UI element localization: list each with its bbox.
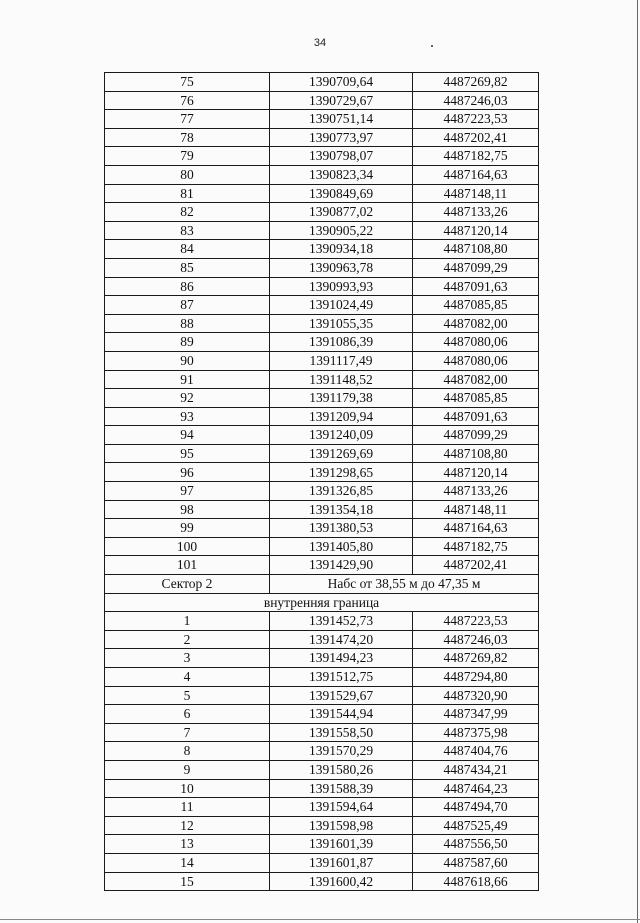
y-coordinate: 4487164,63 (413, 165, 539, 184)
page-edge-right (637, 0, 638, 923)
y-coordinate: 4487108,80 (413, 240, 539, 259)
y-coordinate: 4487120,14 (413, 221, 539, 240)
boundary-row (105, 593, 539, 612)
x-coordinate: 1391544,94 (270, 705, 413, 724)
point-number: 93 (105, 407, 270, 426)
y-coordinate: 4487120,14 (413, 463, 539, 482)
x-coordinate: 1391354,18 (270, 500, 413, 519)
point-number: 90 (105, 351, 270, 370)
point-number: 96 (105, 463, 270, 482)
point-number: 80 (105, 165, 270, 184)
y-coordinate: 4487223,53 (413, 612, 539, 631)
table-row (105, 240, 539, 259)
y-coordinate: 4487099,29 (413, 258, 539, 277)
x-coordinate: 1390773,97 (270, 128, 413, 147)
x-coordinate: 1391512,75 (270, 668, 413, 687)
point-number: 101 (105, 556, 270, 575)
table-row (105, 165, 539, 184)
point-number: 6 (105, 705, 270, 724)
x-coordinate: 1391580,26 (270, 760, 413, 779)
x-coordinate: 1391588,39 (270, 779, 413, 798)
point-number: 12 (105, 816, 270, 835)
point-number: 89 (105, 333, 270, 352)
y-coordinate: 4487091,63 (413, 407, 539, 426)
table-row (105, 630, 539, 649)
x-coordinate: 1391494,23 (270, 649, 413, 668)
y-coordinate: 4487494,70 (413, 798, 539, 817)
y-coordinate: 4487099,29 (413, 426, 539, 445)
table-row (105, 482, 539, 501)
table-row (105, 668, 539, 687)
table-row (105, 73, 539, 92)
y-coordinate: 4487133,26 (413, 482, 539, 501)
x-coordinate: 1390849,69 (270, 184, 413, 203)
table-row (105, 612, 539, 631)
table-row (105, 649, 539, 668)
y-coordinate: 4487148,11 (413, 500, 539, 519)
y-coordinate: 4487182,75 (413, 537, 539, 556)
point-number: 92 (105, 389, 270, 408)
y-coordinate: 4487164,63 (413, 519, 539, 538)
x-coordinate: 1391429,90 (270, 556, 413, 575)
table-row (105, 705, 539, 724)
x-coordinate: 1390993,93 (270, 277, 413, 296)
point-number: 91 (105, 370, 270, 389)
x-coordinate: 1391380,53 (270, 519, 413, 538)
y-coordinate: 4487085,85 (413, 389, 539, 408)
table-row (105, 221, 539, 240)
x-coordinate: 1391179,38 (270, 389, 413, 408)
table-row (105, 519, 539, 538)
y-coordinate: 4487525,49 (413, 816, 539, 835)
table-row (105, 853, 539, 872)
point-number: 3 (105, 649, 270, 668)
x-coordinate: 1391326,85 (270, 482, 413, 501)
sector-label: Сектор 2 (105, 575, 270, 594)
x-coordinate: 1391594,64 (270, 798, 413, 817)
table-row (105, 91, 539, 110)
x-coordinate: 1390751,14 (270, 110, 413, 129)
x-coordinate: 1391601,87 (270, 853, 413, 872)
point-number: 84 (105, 240, 270, 259)
point-number: 77 (105, 110, 270, 129)
table-row (105, 760, 539, 779)
point-number: 95 (105, 444, 270, 463)
boundary-label: внутренняя граница (105, 593, 539, 612)
page-number: 34 (313, 37, 327, 49)
table-row (105, 686, 539, 705)
x-coordinate: 1391117,49 (270, 351, 413, 370)
point-number: 98 (105, 500, 270, 519)
table-row (105, 203, 539, 222)
scan-speck (431, 45, 433, 47)
y-coordinate: 4487223,53 (413, 110, 539, 129)
table-body-sector-header (105, 575, 539, 612)
coordinates-table (104, 72, 539, 891)
point-number: 78 (105, 128, 270, 147)
point-number: 4 (105, 668, 270, 687)
table-row (105, 128, 539, 147)
x-coordinate: 1391570,29 (270, 742, 413, 761)
table-row (105, 296, 539, 315)
y-coordinate: 4487080,06 (413, 333, 539, 352)
y-coordinate: 4487082,00 (413, 370, 539, 389)
table-row (105, 463, 539, 482)
table-row (105, 872, 539, 891)
point-number: 99 (105, 519, 270, 538)
point-number: 2 (105, 630, 270, 649)
y-coordinate: 4487556,50 (413, 835, 539, 854)
y-coordinate: 4487202,41 (413, 556, 539, 575)
table-row (105, 500, 539, 519)
x-coordinate: 1391601,39 (270, 835, 413, 854)
point-number: 76 (105, 91, 270, 110)
y-coordinate: 4487269,82 (413, 73, 539, 92)
point-number: 13 (105, 835, 270, 854)
table-row (105, 537, 539, 556)
table-row (105, 426, 539, 445)
table-row (105, 389, 539, 408)
table-row (105, 110, 539, 129)
table-row (105, 742, 539, 761)
point-number: 14 (105, 853, 270, 872)
x-coordinate: 1391298,65 (270, 463, 413, 482)
x-coordinate: 1391086,39 (270, 333, 413, 352)
point-number: 86 (105, 277, 270, 296)
x-coordinate: 1391405,80 (270, 537, 413, 556)
x-coordinate: 1390709,64 (270, 73, 413, 92)
y-coordinate: 4487108,80 (413, 444, 539, 463)
y-coordinate: 4487618,66 (413, 872, 539, 891)
point-number: 79 (105, 147, 270, 166)
x-coordinate: 1391148,52 (270, 370, 413, 389)
point-number: 8 (105, 742, 270, 761)
y-coordinate: 4487464,23 (413, 779, 539, 798)
point-number: 82 (105, 203, 270, 222)
x-coordinate: 1391452,73 (270, 612, 413, 631)
point-number: 100 (105, 537, 270, 556)
point-number: 5 (105, 686, 270, 705)
x-coordinate: 1390798,07 (270, 147, 413, 166)
x-coordinate: 1390877,02 (270, 203, 413, 222)
x-coordinate: 1391240,09 (270, 426, 413, 445)
x-coordinate: 1390823,34 (270, 165, 413, 184)
table-row (105, 723, 539, 742)
table-body-sector-2 (105, 612, 539, 891)
table-row (105, 407, 539, 426)
point-number: 87 (105, 296, 270, 315)
table-row (105, 147, 539, 166)
y-coordinate: 4487347,99 (413, 705, 539, 724)
y-coordinate: 4487246,03 (413, 630, 539, 649)
point-number: 88 (105, 314, 270, 333)
sector-header-row (105, 575, 539, 594)
x-coordinate: 1390905,22 (270, 221, 413, 240)
table-row (105, 779, 539, 798)
y-coordinate: 4487148,11 (413, 184, 539, 203)
y-coordinate: 4487269,82 (413, 649, 539, 668)
table-row (105, 370, 539, 389)
x-coordinate: 1391598,98 (270, 816, 413, 835)
x-coordinate: 1391529,67 (270, 686, 413, 705)
x-coordinate: 1391269,69 (270, 444, 413, 463)
y-coordinate: 4487091,63 (413, 277, 539, 296)
y-coordinate: 4487434,21 (413, 760, 539, 779)
table-row (105, 184, 539, 203)
y-coordinate: 4487246,03 (413, 91, 539, 110)
table-row (105, 351, 539, 370)
y-coordinate: 4487375,98 (413, 723, 539, 742)
x-coordinate: 1390963,78 (270, 258, 413, 277)
point-number: 85 (105, 258, 270, 277)
point-number: 15 (105, 872, 270, 891)
y-coordinate: 4487202,41 (413, 128, 539, 147)
y-coordinate: 4487587,60 (413, 853, 539, 872)
sector-height-range: Набс от 38,55 м до 47,35 м (270, 575, 539, 594)
table-row (105, 258, 539, 277)
point-number: 9 (105, 760, 270, 779)
x-coordinate: 1391024,49 (270, 296, 413, 315)
table-row (105, 816, 539, 835)
point-number: 83 (105, 221, 270, 240)
x-coordinate: 1391209,94 (270, 407, 413, 426)
point-number: 1 (105, 612, 270, 631)
table-row (105, 835, 539, 854)
y-coordinate: 4487080,06 (413, 351, 539, 370)
point-number: 10 (105, 779, 270, 798)
table-body-sector-1 (105, 73, 539, 575)
page-edge-bottom (0, 919, 640, 920)
point-number: 81 (105, 184, 270, 203)
point-number: 11 (105, 798, 270, 817)
x-coordinate: 1391600,42 (270, 872, 413, 891)
point-number: 94 (105, 426, 270, 445)
table-row (105, 314, 539, 333)
y-coordinate: 4487085,85 (413, 296, 539, 315)
point-number: 7 (105, 723, 270, 742)
y-coordinate: 4487294,80 (413, 668, 539, 687)
x-coordinate: 1390729,67 (270, 91, 413, 110)
x-coordinate: 1390934,18 (270, 240, 413, 259)
x-coordinate: 1391558,50 (270, 723, 413, 742)
y-coordinate: 4487320,90 (413, 686, 539, 705)
table-row (105, 444, 539, 463)
table-row (105, 556, 539, 575)
table-row (105, 333, 539, 352)
y-coordinate: 4487082,00 (413, 314, 539, 333)
point-number: 75 (105, 73, 270, 92)
point-number: 97 (105, 482, 270, 501)
y-coordinate: 4487404,76 (413, 742, 539, 761)
y-coordinate: 4487182,75 (413, 147, 539, 166)
y-coordinate: 4487133,26 (413, 203, 539, 222)
x-coordinate: 1391474,20 (270, 630, 413, 649)
x-coordinate: 1391055,35 (270, 314, 413, 333)
table-row (105, 277, 539, 296)
table-row (105, 798, 539, 817)
